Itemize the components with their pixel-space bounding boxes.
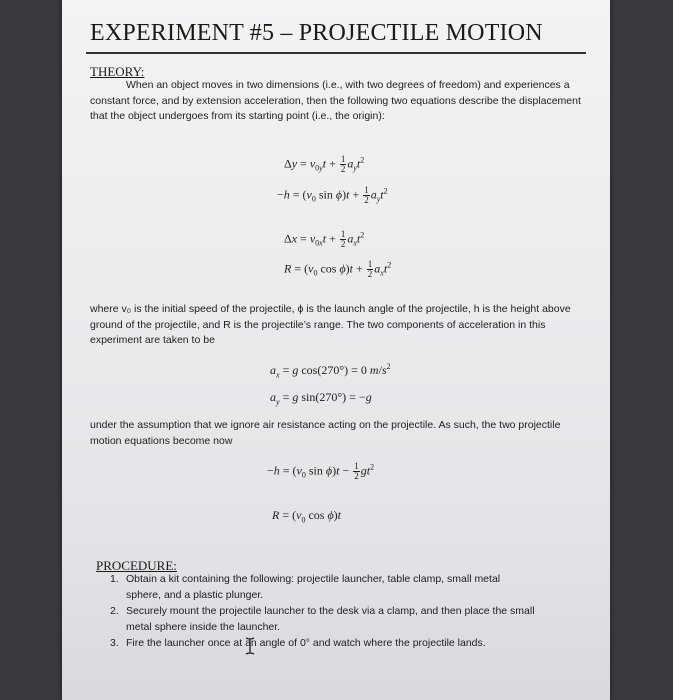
text-cursor-icon (245, 637, 255, 655)
variables-paragraph: where v₀ is the initial speed of the projectile, ϕ is the launch angle of the projectile, h is the height above ground of the projectile, and R is the projectile’s range. The two components of acceleration in this experiment are taken to be (90, 303, 571, 346)
procedure-item-line: Fire the launcher once at an angle of 0° and watch where the projectile lands. (126, 637, 486, 649)
procedure-item-line: Securely mount the projectile launcher to the desk via a clamp, and then place the small (126, 605, 535, 617)
procedure-item-number: 3. (110, 637, 119, 649)
equation-height: $-h = (v_0$ sin ϕ)t + $\frac{1}{2}$ $a_yt^2$ (277, 185, 388, 205)
procedure-item-line: metal sphere inside the launcher. (126, 620, 281, 633)
procedure-item-line: Obtain a kit containing the following: projectile launcher, table clamp, small metal (126, 573, 501, 585)
equation-range-final: $R = (v_0$ cos ϕ)t (272, 508, 341, 525)
procedure-item-2 (110, 604, 590, 636)
procedure-heading: PROCEDURE: (96, 558, 177, 573)
procedure-item-number: 2. (110, 605, 119, 617)
procedure-item-number: 1. (110, 573, 119, 585)
title-divider (86, 52, 586, 54)
theory-intro-paragraph: When an object moves in two dimensions (i.e., with two degrees of freedom) and experiences a constant force, and by extension acceleration, then the following two equations describe the displacement that the object undergoes from its starting point (i.e., the origin): (90, 79, 581, 122)
equation-delta-x: $\Delta x = v_{0x}t$ + $\frac{1}{2}$ $a_xt^2$ (284, 229, 365, 249)
assumption-paragraph: under the assumption that we ignore air resistance acting on the projectile. As such, the two projectile motion equations become now (90, 419, 561, 447)
procedure-item-line: sphere, and a plastic plunger. (126, 588, 264, 601)
procedure-item-3 (110, 636, 590, 654)
equation-range: $R = (v_0$ cos ϕ)t + $\frac{1}{2}$ $a_xt^2$ (284, 259, 392, 279)
page-title: EXPERIMENT #5 – PROJECTILE MOTION (90, 20, 543, 46)
equation-ay: $a_y = g$ sin(270°) = −g (270, 390, 372, 407)
document-page (62, 0, 610, 700)
equation-ax: $a_x = g$ cos(270°) = 0 $m/s^2$ (270, 362, 391, 380)
theory-heading: THEORY: (90, 64, 145, 79)
equation-delta-y: $\Delta y = v_{0y}t$ + $\frac{1}{2}$ $a_yt^2$ (284, 154, 365, 174)
procedure-item-1 (110, 572, 590, 604)
equation-height-final: $-h = (v_0$ sin ϕ)t − $\frac{1}{2}$ $gt^2$ (267, 461, 375, 481)
